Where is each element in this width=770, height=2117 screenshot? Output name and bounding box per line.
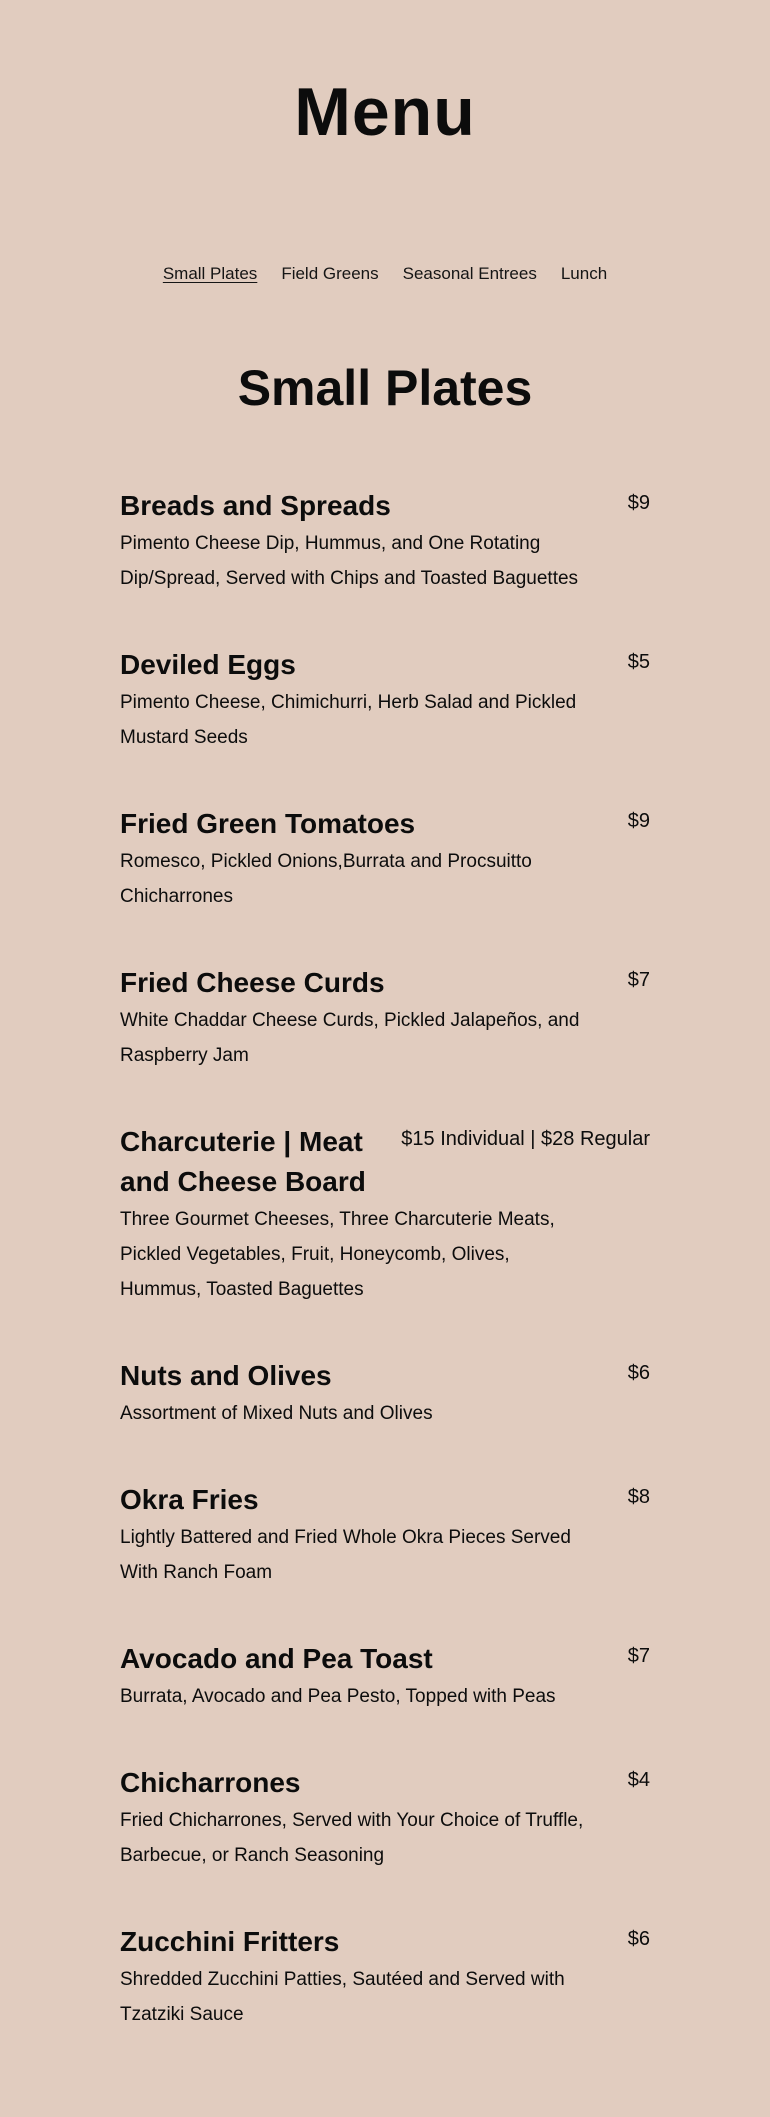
item-name: Okra Fries: [120, 1484, 259, 1515]
item-name: Breads and Spreads: [120, 490, 391, 521]
item-description: Lightly Battered and Fried Whole Okra Pieces Served With Ranch Foam: [120, 1527, 571, 1583]
item-description: Assortment of Mixed Nuts and Olives: [120, 1403, 433, 1424]
section-title: Small Plates: [237, 360, 533, 416]
item-name: Avocado and Pea Toast: [120, 1643, 433, 1674]
menu-item: [120, 963, 650, 1073]
item-name: Charcuterie | Meat and Cheese Board: [120, 1126, 366, 1197]
item-price: $9: [627, 810, 650, 832]
item-description: Three Gourmet Cheeses, Three Charcuterie Meats, Pickled Vegetables, Fruit, Honeycomb, Olives, Hummus, Toasted Baguettes: [120, 1209, 555, 1300]
menu-item: [120, 1480, 650, 1590]
item-price: $7: [627, 1645, 650, 1667]
item-name: Fried Cheese Curds: [120, 967, 385, 998]
item-price: $6: [627, 1928, 650, 1950]
tab-lunch[interactable]: Lunch: [560, 264, 608, 283]
page-title: Menu: [294, 74, 476, 150]
item-name: Fried Green Tomatoes: [120, 808, 416, 839]
item-price: $7: [627, 969, 650, 991]
item-price: $4: [627, 1769, 650, 1791]
menu-item: [120, 1763, 650, 1873]
item-description: Burrata, Avocado and Pea Pesto, Topped with Peas: [120, 1686, 556, 1707]
item-price: $8: [627, 1486, 650, 1508]
menu-item: [120, 804, 650, 914]
item-description: Pimento Cheese, Chimichurri, Herb Salad and Pickled Mustard Seeds: [120, 692, 577, 748]
item-description: Shredded Zucchini Patties, Sautéed and Served with Tzatziki Sauce: [120, 1969, 565, 2025]
menu-item: [120, 1122, 650, 1307]
menu-item: [120, 1922, 650, 2032]
menu-item-list: [120, 486, 650, 2081]
item-price: $15 Individual | $28 Regular: [401, 1128, 650, 1150]
item-description: Fried Chicharrones, Served with Your Choice of Truffle, Barbecue, or Ranch Seasoning: [120, 1810, 584, 1866]
item-price: $9: [627, 492, 650, 514]
item-price: $5: [627, 651, 650, 673]
item-description: White Chaddar Cheese Curds, Pickled Jalapeños, and Raspberry Jam: [120, 1010, 580, 1066]
item-description: Pimento Cheese Dip, Hummus, and One Rotating Dip/Spread, Served with Chips and Toasted Baguettes: [120, 533, 579, 589]
item-name: Nuts and Olives: [120, 1360, 332, 1391]
menu-item: [120, 1356, 650, 1431]
item-description: Romesco, Pickled Onions,Burrata and Procsuitto Chicharrones: [120, 851, 532, 907]
item-name: Chicharrones: [120, 1767, 301, 1798]
item-price: $6: [627, 1362, 650, 1384]
item-name: Zucchini Fritters: [120, 1926, 340, 1957]
menu-item: [120, 1639, 650, 1714]
item-name: Deviled Eggs: [120, 649, 296, 680]
tab-seasonal-entrees[interactable]: Seasonal Entrees: [402, 264, 537, 283]
menu-tabs: [0, 262, 770, 286]
tab-small-plates[interactable]: Small Plates: [162, 264, 258, 283]
tab-field-greens[interactable]: Field Greens: [281, 264, 379, 283]
menu-item: [120, 645, 650, 755]
menu-item: [120, 486, 650, 596]
